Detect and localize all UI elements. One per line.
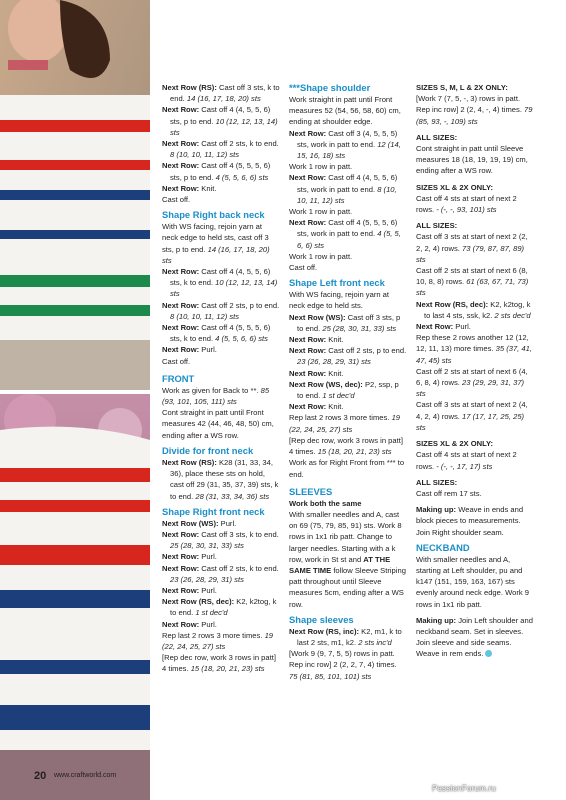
front-text-1: Work as given for Back to **. 85 (93, 101, 105, 111) sts	[162, 385, 270, 407]
instruction-row: Next Row: Cast off 4 (4, 5, 5, 6) sts, work in patt to end. 8 (10, 10, 11, 12) sts	[289, 173, 398, 205]
col3-text-12: Cast off rem 17 sts.	[416, 488, 482, 498]
instruction-row: Next Row: Purl.	[162, 619, 217, 629]
srbn-intro: With WS facing, rejoin yarn at neck edge to held sts, cast off 3 sts, p to end. 14 (16, 17, 18, 20) sts	[162, 222, 270, 265]
heading-shape-right-back-neck: Shape Right back neck	[162, 209, 265, 221]
repeat-text-1: Rep last 2 rows 3 more times. 19 (22, 24, 25, 27) sts	[162, 630, 274, 651]
instruction-row: Cast off.	[289, 263, 318, 273]
making-up-1: Making up: Weave in ends and block pieces to measurements. Join Right shoulder seam.	[416, 505, 524, 537]
heading-shape-sleeves: Shape sleeves	[289, 613, 354, 625]
instruction-row: Work 1 row in patt.	[289, 207, 353, 217]
sizes-heading-2: ALL SIZES:	[416, 132, 458, 142]
work-both-same: Work both the same	[289, 498, 362, 508]
sleeve-inc-repeat: [Work 9 (9, 7, 5, 5) rows in patt. Rep inc row] 2 (2, 2, 7, 4) times. 75 (81, 85, 101, 101) sts	[289, 649, 397, 681]
sleeve-text: With smaller needles and A, cast on 69 (75, 79, 85, 91) sts. Work 8 rows in 1x1 rib patt. Change to larger needles. Starting with a k row, work in St st and AT THE SAME TIME follow Sleeve Striping patt throughout until Sleeve measures 5cm, ending after a WS row.	[289, 509, 406, 609]
making-up-2: Making up: Join Left shoulder and neckband seam. Set in sleeves. Join sleeve and side seams. Weave in rem ends.	[416, 615, 533, 659]
heading-front: FRONT	[162, 372, 195, 384]
heading-shape-right-front-neck: Shape Right front neck	[162, 505, 265, 517]
heading-neckband: NECKBAND	[416, 541, 470, 553]
instruction-row: Next Row: Knit.	[289, 402, 344, 412]
col3-text-11: Cast off 4 sts at start of next 2 rows. - (-, -, 17, 17) sts	[416, 450, 517, 471]
instruction-row: Next Row: Knit.	[289, 335, 344, 345]
pattern-column-2	[289, 82, 407, 682]
neckband-text: With smaller needles and A, starting at Left shoulder, pu and k147 (151, 159, 163, 167) sts evenly around neck edge. Work 9 rows in 1x1 rib patt.	[416, 554, 529, 609]
col3-text-3: Cast off 4 sts at start of next 2 rows. - (-, -, 93, 101) sts	[416, 193, 517, 215]
instruction-row: Next Row: Cast off 4 (5, 5, 5, 6) sts, p to end. 4 (5, 5, 6, 6) sts	[162, 161, 271, 182]
instruction-row: Next Row: Cast off 4 (4, 5, 5, 6) sts, k to end. 10 (12, 12, 13, 14) sts	[162, 267, 278, 299]
repeat-text-3: Work as for Right Front from *** to end.	[289, 458, 405, 479]
instruction-row: Next Row (WS): Purl.	[162, 518, 237, 528]
pattern-column-1	[162, 82, 280, 675]
footer-url: www.craftworld.com	[54, 772, 117, 779]
sizes-heading-4: ALL SIZES:	[416, 221, 458, 231]
instruction-row: Next Row: Cast off 2 sts, k to end. 23 (26, 28, 29, 31) sts	[162, 563, 279, 584]
repeat-text-2: [Rep dec row, work 3 rows in patt] 4 times. 15 (18, 20, 21, 23) sts	[162, 653, 276, 674]
sleeve-inc-row: Next Row (RS, inc): K2, m1, k to last 2 sts, m1, k2. 2 sts inc'd	[289, 626, 402, 647]
heading-sleeves: SLEEVES	[289, 485, 333, 497]
instruction-row: Cast off.	[162, 356, 191, 366]
col3-text-5: Cast off 2 sts at start of next 6 (8, 10, 8, 8) rows. 61 (63, 67, 71, 73) sts	[416, 266, 529, 298]
sweater-photo-illustration	[0, 0, 150, 800]
divide-row: Next Row (RS): K28 (31, 33, 34, 36), place these sts on hold, cast off 29 (31, 35, 37, 39) sts, k to end. 28 (31, 33, 34, 36) sts	[162, 457, 279, 501]
col3-text-9: Cast off 2 sts at start of next 6 (4, 6, 8, 4) rows. 23 (29, 29, 31, 37) sts	[416, 366, 528, 399]
slfn-intro: With WS facing, rejoin yarn at neck edge to held sts.	[289, 290, 390, 311]
instruction-row: Next Row: Purl.	[162, 552, 217, 562]
page-number: 20	[34, 770, 47, 782]
sizes-heading-5: SIZES XL & 2X ONLY:	[416, 439, 494, 449]
instruction-row: Next Row: Cast off 2 sts, k to end. 8 (10, 10, 11, 12) sts	[162, 139, 279, 160]
heading-shape-left-front-neck: Shape Left front neck	[289, 277, 385, 289]
col3-text-10: Cast off 3 sts at start of next 2 (4, 4, 2, 4) rows. 17 (17, 17, 25, 25) sts	[416, 400, 528, 432]
instruction-row: Next Row (RS, dec): K2, k2tog, k to end. 1 st dec'd	[162, 597, 277, 618]
instruction-row: Next Row: Cast off 3 sts, k to end. 25 (28, 30, 31, 33) sts	[162, 529, 279, 551]
sizes-heading-3: SIZES XL & 2X ONLY:	[416, 182, 494, 192]
pattern-column-3	[416, 82, 534, 660]
sizes-heading-1: SIZES S, M, L & 2X ONLY:	[416, 83, 508, 92]
instruction-row: Next Row: Cast off 4 (5, 5, 5, 6) sts, work in patt to end. 4 (5, 5, 6, 6) sts	[289, 218, 401, 250]
instruction-row: Next Row: Cast off 2 sts, p to end. 23 (26, 28, 29, 31) sts	[289, 346, 407, 367]
col3-dec-row: Next Row (RS, dec): K2, k2tog, k to last 4 sts, ssk, k2. 2 sts dec'd	[416, 299, 531, 320]
instruction-row: Next Row: Purl.	[162, 585, 217, 595]
instruction-row: Next Row: Purl.	[162, 345, 217, 355]
repeat-text-1: Rep last 2 rows 3 more times. 19 (22, 24, 25, 27) sts	[289, 413, 401, 434]
instruction-row: Cast off.	[162, 195, 191, 205]
repeat-text-2: [Rep dec row, work 3 rows in patt] 4 times. 15 (18, 20, 21, 23) sts	[289, 435, 403, 457]
col3-purl-row: Next Row: Purl.	[416, 322, 471, 332]
front-text-2: Cont straight in patt until Front measures 42 (44, 46, 48, 50) cm, ending after a WS row.	[162, 408, 274, 440]
instruction-row: Next Row (RS): Cast off 3 sts, k to end. 14 (16, 17, 18, 20) sts	[162, 83, 280, 104]
instruction-row: Next Row: Cast off 4 (5, 5, 5, 6) sts, k to end. 4 (5, 5, 6, 6) sts	[162, 323, 271, 344]
sweater-photos	[0, 0, 150, 800]
end-dot-icon	[485, 650, 492, 657]
shoulder-text: Work straight in patt until Front measures 52 (54, 56, 58, 60) cm, ending at shoulder edge.	[289, 95, 401, 127]
instruction-row: Work 1 row in patt.	[289, 251, 353, 261]
instruction-row: Next Row (WS, dec): P2, ssp, p to end. 1 st dec'd	[289, 379, 399, 401]
sizes-heading-6: ALL SIZES:	[416, 477, 458, 487]
instruction-row: Next Row: Knit.	[162, 183, 217, 193]
col3-text-4: Cast off 3 sts at start of next 2 (2, 2, 2, 4) rows. 73 (79, 87, 87, 89) sts	[416, 232, 528, 264]
heading-divide-front-neck: Divide for front neck	[162, 444, 254, 456]
col3-text-2: Cont straight in patt until Sleeve measures 18 (18, 19, 19, 19) cm, ending after a WS row.	[416, 144, 528, 176]
watermark: PassionForum.ru	[432, 784, 496, 793]
instruction-row: Next Row (WS): Cast off 3 sts, p to end. 25 (28, 30, 31, 33) sts	[289, 312, 401, 333]
col3-text-1: [Work 7 (7, 5, -, 3) rows in patt. Rep inc row] 2 (2, 4, -, 4) times. 79 (85, 93, -, 109) sts	[416, 94, 533, 126]
heading-shape-shoulder: ***Shape shoulder	[289, 82, 371, 93]
instruction-row: Next Row: Cast off 4 (4, 5, 5, 6) sts, p to end. 10 (12, 12, 13, 14) sts	[162, 105, 278, 137]
instruction-row: Next Row: Knit.	[289, 368, 344, 378]
instruction-row: Work 1 row in patt.	[289, 162, 353, 172]
col3-text-8: Rep these 2 rows another 12 (12, 12, 11, 13) more times. 35 (37, 41, 47, 45) sts	[416, 333, 532, 365]
instruction-row: Next Row: Cast off 2 sts, p to end. 8 (10, 10, 11, 12) sts	[162, 300, 280, 321]
instruction-row: Next Row: Cast off 3 (4, 5, 5, 5) sts, work in patt to end. 12 (14, 15, 16, 18) sts	[289, 128, 401, 161]
